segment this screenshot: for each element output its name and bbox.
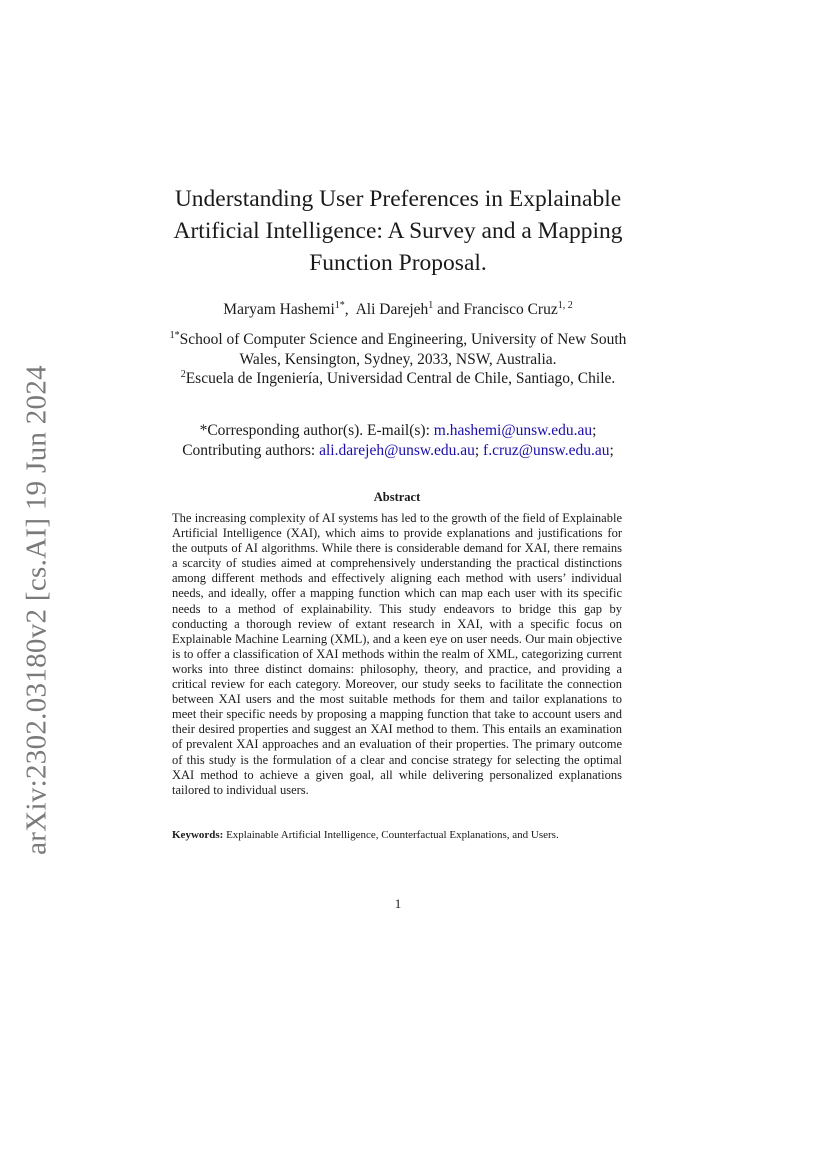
contributing-label: Contributing authors: — [182, 441, 316, 459]
corresponding-author-line — [130, 421, 666, 441]
contributing-authors-line — [130, 441, 666, 461]
author-separator: , — [344, 301, 356, 318]
author-name: Maryam Hashemi — [223, 301, 335, 318]
author-name: Ali Darejeh — [355, 301, 429, 318]
arxiv-identifier-stamp: arXiv:2302.03180v2 [cs.AI] 19 Jun 2024 — [20, 365, 53, 855]
affiliation-2-mark: 2 — [180, 369, 186, 380]
email-separator: ; — [592, 422, 597, 439]
affiliation-2 — [140, 369, 656, 389]
affiliation-2-line: Escuela de Ingeniería, Universidad Central de Chile, Santiago, Chile. — [185, 370, 616, 387]
email-separator: ; — [474, 441, 480, 459]
author-affiliation-mark: 1, 2 — [557, 300, 573, 311]
affiliation-1-line-2: Wales, Kensington, Sydney, 2033, NSW, Australia. — [239, 350, 557, 368]
author-list — [140, 299, 656, 321]
author-affiliation-mark: 1 — [428, 300, 434, 311]
contact-block — [130, 421, 666, 460]
abstract-text: The increasing complexity of AI systems has led to the growth of the field of Explainable Artificial Intelligence (XAI), which aims to provide explanations and justifications for the outputs of AI algorithms. While there is considerable demand for XAI, there remains a scarcity of studies aimed at comprehensively understanding the practical distinctions among different methods and effectively aligning each method with users’ individual needs, and ideally, offer a mapping function which can map each user with its specific needs to a method of explainability. This study endeavors to bridge this gap by conducting a thorough review of extant research in XAI, with a specific focus on Explainable Machine Learning (XML), and a keen eye on user needs. Our main objective is to offer a classification of XAI methods within the realm of XML, categorizing current works into three distinct domains: philosophy, theory, and practice, and providing a critical review for each category. Moreover, our study seeks to facilitate the connection between XAI users and the most suitable methods for them and tailor explanations to meet their specific needs by proposing a mapping function that take to account users and their desired properties and suggest an XAI method to them. This entails an examination of prevalent XAI approaches and an evaluation of their properties. The primary outcome of this study is the formulation of a clear and concise strategy for selecting the optimal XAI method to achieve a given goal, all while delivering personalized explanations tailored to individual users. — [172, 511, 622, 797]
contributing-email-link[interactable]: ali.darejeh@unsw.edu.au — [319, 441, 475, 459]
author-name: Francisco Cruz — [463, 301, 558, 318]
paper-title — [140, 183, 656, 279]
author-affiliation-mark: 1* — [334, 300, 345, 311]
affiliation-1-mark: 1* — [169, 330, 180, 341]
contributing-email-link[interactable]: f.cruz@unsw.edu.au — [483, 441, 610, 459]
title-line-2: Artificial Intelligence: A Survey and a Mapping — [173, 218, 623, 244]
affiliations — [140, 330, 656, 389]
affiliation-1-cont — [140, 350, 656, 370]
corresponding-email-link[interactable]: m.hashemi@unsw.edu.au — [433, 422, 593, 439]
email-separator: ; — [609, 441, 614, 459]
author-separator: and — [433, 301, 464, 318]
affiliation-1-line-1: School of Computer Science and Engineering, University of New South — [179, 331, 627, 348]
title-line-3: Function Proposal. — [309, 250, 487, 276]
affiliation-1 — [140, 330, 656, 350]
abstract-heading: Abstract — [373, 490, 421, 504]
corresponding-label: *Corresponding author(s). E-mail(s): — [199, 422, 430, 439]
keywords-label: Keywords: — [172, 829, 224, 841]
page-number: 1 — [394, 896, 402, 911]
title-line-1: Understanding User Preferences in Explainable — [174, 186, 622, 212]
keywords-text: Explainable Artificial Intelligence, Counterfactual Explanations, and Users. — [223, 829, 559, 841]
keywords-line — [172, 828, 632, 842]
